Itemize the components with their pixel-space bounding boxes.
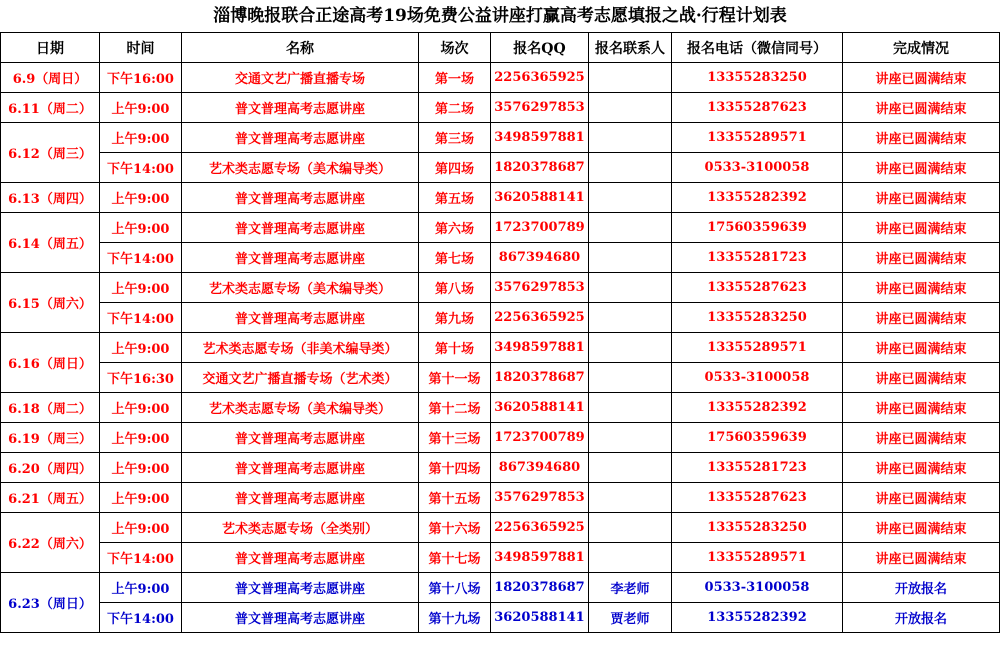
cell-qq: 3576297853 (491, 483, 589, 513)
cell-time: 下午14:00 (100, 303, 182, 333)
header-date: 日期 (1, 33, 100, 63)
cell-phone: 13355283250 (672, 63, 843, 93)
table-row (1, 483, 1000, 513)
cell-time: 下午14:00 (100, 153, 182, 183)
cell-contact (589, 123, 672, 153)
cell-status: 讲座已圆满结束 (843, 123, 1000, 153)
table-row (1, 393, 1000, 423)
cell-session: 第六场 (419, 213, 491, 243)
cell-date: 6.9（周日） (1, 63, 100, 93)
cell-contact (589, 363, 672, 393)
cell-phone: 13355287623 (672, 483, 843, 513)
cell-qq: 3498597881 (491, 333, 589, 363)
cell-date: 6.15（周六） (1, 273, 100, 333)
cell-name: 交通文艺广播直播专场（艺术类） (182, 363, 419, 393)
cell-name: 普文普理高考志愿讲座 (182, 183, 419, 213)
cell-name: 普文普理高考志愿讲座 (182, 483, 419, 513)
cell-qq: 867394680 (491, 243, 589, 273)
cell-phone: 13355287623 (672, 93, 843, 123)
cell-date: 6.13（周四） (1, 183, 100, 213)
cell-session: 第三场 (419, 123, 491, 153)
header-contact: 报名联系人 (589, 33, 672, 63)
table-row (1, 183, 1000, 213)
cell-time: 上午9:00 (100, 123, 182, 153)
table-row (1, 453, 1000, 483)
cell-session: 第十一场 (419, 363, 491, 393)
cell-time: 上午9:00 (100, 393, 182, 423)
table-row (1, 543, 1000, 573)
cell-session: 第九场 (419, 303, 491, 333)
cell-time: 上午9:00 (100, 93, 182, 123)
cell-status: 讲座已圆满结束 (843, 333, 1000, 363)
cell-name: 艺术类志愿专场（美术编导类） (182, 393, 419, 423)
cell-phone: 13355282392 (672, 393, 843, 423)
cell-date: 6.20（周四） (1, 453, 100, 483)
cell-phone: 13355281723 (672, 243, 843, 273)
cell-time: 下午14:00 (100, 603, 182, 633)
header-qq: 报名QQ (491, 33, 589, 63)
header-phone: 报名电话（微信同号） (672, 33, 843, 63)
cell-session: 第十九场 (419, 603, 491, 633)
cell-status: 讲座已圆满结束 (843, 153, 1000, 183)
cell-status: 讲座已圆满结束 (843, 483, 1000, 513)
cell-name: 艺术类志愿专场（全类别） (182, 513, 419, 543)
cell-name: 普文普理高考志愿讲座 (182, 543, 419, 573)
cell-time: 上午9:00 (100, 513, 182, 543)
header-time: 时间 (100, 33, 182, 63)
cell-status: 讲座已圆满结束 (843, 243, 1000, 273)
cell-date: 6.11（周二） (1, 93, 100, 123)
cell-name: 普文普理高考志愿讲座 (182, 213, 419, 243)
cell-date: 6.16（周日） (1, 333, 100, 393)
table-row (1, 123, 1000, 153)
table-row (1, 303, 1000, 333)
cell-session: 第十四场 (419, 453, 491, 483)
cell-name: 普文普理高考志愿讲座 (182, 123, 419, 153)
table-row (1, 93, 1000, 123)
cell-phone: 0533-3100058 (672, 363, 843, 393)
page-title: 淄博晚报联合正途高考19场免费公益讲座打赢高考志愿填报之战·行程计划表 (213, 6, 787, 26)
cell-status: 讲座已圆满结束 (843, 273, 1000, 303)
cell-contact (589, 303, 672, 333)
cell-status: 讲座已圆满结束 (843, 213, 1000, 243)
cell-contact (589, 93, 672, 123)
cell-name: 普文普理高考志愿讲座 (182, 243, 419, 273)
cell-session: 第十二场 (419, 393, 491, 423)
cell-session: 第十六场 (419, 513, 491, 543)
cell-contact (589, 393, 672, 423)
cell-phone: 13355283250 (672, 513, 843, 543)
cell-session: 第二场 (419, 93, 491, 123)
cell-name: 艺术类志愿专场（非美术编导类） (182, 333, 419, 363)
table-row (1, 243, 1000, 273)
table-row (1, 63, 1000, 93)
cell-phone: 13355281723 (672, 453, 843, 483)
header-name: 名称 (182, 33, 419, 63)
cell-name: 艺术类志愿专场（美术编导类） (182, 273, 419, 303)
cell-phone: 17560359639 (672, 213, 843, 243)
cell-contact: 贾老师 (589, 603, 672, 633)
cell-contact (589, 483, 672, 513)
cell-time: 上午9:00 (100, 423, 182, 453)
cell-contact (589, 243, 672, 273)
cell-time: 上午9:00 (100, 573, 182, 603)
cell-session: 第七场 (419, 243, 491, 273)
cell-status: 讲座已圆满结束 (843, 513, 1000, 543)
cell-session: 第八场 (419, 273, 491, 303)
cell-contact: 李老师 (589, 573, 672, 603)
header-row (1, 33, 1000, 63)
table-row (1, 513, 1000, 543)
cell-contact (589, 213, 672, 243)
cell-date: 6.19（周三） (1, 423, 100, 453)
cell-qq: 2256365925 (491, 513, 589, 543)
cell-status: 讲座已圆满结束 (843, 63, 1000, 93)
table-row (1, 213, 1000, 243)
cell-name: 普文普理高考志愿讲座 (182, 453, 419, 483)
cell-qq: 1723700789 (491, 423, 589, 453)
cell-name: 普文普理高考志愿讲座 (182, 423, 419, 453)
cell-qq: 3620588141 (491, 183, 589, 213)
cell-qq: 3576297853 (491, 273, 589, 303)
cell-time: 下午14:00 (100, 243, 182, 273)
cell-qq: 3620588141 (491, 393, 589, 423)
cell-time: 上午9:00 (100, 213, 182, 243)
cell-time: 上午9:00 (100, 333, 182, 363)
cell-session: 第四场 (419, 153, 491, 183)
cell-qq: 3576297853 (491, 93, 589, 123)
cell-qq: 3620588141 (491, 603, 589, 633)
cell-qq: 2256365925 (491, 303, 589, 333)
table-row (1, 603, 1000, 633)
table-row (1, 573, 1000, 603)
table-row (1, 273, 1000, 303)
cell-qq: 1723700789 (491, 213, 589, 243)
cell-status: 讲座已圆满结束 (843, 183, 1000, 213)
cell-status: 讲座已圆满结束 (843, 453, 1000, 483)
cell-date: 6.23（周日） (1, 573, 100, 633)
cell-date: 6.21（周五） (1, 483, 100, 513)
cell-contact (589, 513, 672, 543)
cell-contact (589, 63, 672, 93)
cell-phone: 13355287623 (672, 273, 843, 303)
cell-session: 第十七场 (419, 543, 491, 573)
cell-qq: 2256365925 (491, 63, 589, 93)
schedule-table (0, 32, 1000, 633)
cell-qq: 1820378687 (491, 573, 589, 603)
table-row (1, 153, 1000, 183)
cell-contact (589, 273, 672, 303)
cell-qq: 3498597881 (491, 543, 589, 573)
cell-time: 下午14:00 (100, 543, 182, 573)
cell-date: 6.12（周三） (1, 123, 100, 183)
cell-name: 普文普理高考志愿讲座 (182, 573, 419, 603)
cell-contact (589, 153, 672, 183)
cell-status: 讲座已圆满结束 (843, 543, 1000, 573)
cell-qq: 867394680 (491, 453, 589, 483)
cell-phone: 17560359639 (672, 423, 843, 453)
cell-qq: 1820378687 (491, 363, 589, 393)
cell-qq: 1820378687 (491, 153, 589, 183)
cell-phone: 13355289571 (672, 543, 843, 573)
cell-name: 普文普理高考志愿讲座 (182, 603, 419, 633)
header-session: 场次 (419, 33, 491, 63)
cell-phone: 13355283250 (672, 303, 843, 333)
cell-status: 讲座已圆满结束 (843, 423, 1000, 453)
cell-phone: 13355282392 (672, 183, 843, 213)
cell-session: 第十场 (419, 333, 491, 363)
cell-phone: 13355289571 (672, 123, 843, 153)
cell-session: 第一场 (419, 63, 491, 93)
cell-time: 上午9:00 (100, 273, 182, 303)
table-row (1, 333, 1000, 363)
cell-phone: 0533-3100058 (672, 573, 843, 603)
cell-time: 下午16:00 (100, 63, 182, 93)
cell-contact (589, 453, 672, 483)
cell-contact (589, 423, 672, 453)
cell-status: 讲座已圆满结束 (843, 363, 1000, 393)
cell-status: 开放报名 (843, 603, 1000, 633)
cell-date: 6.18（周二） (1, 393, 100, 423)
cell-name: 普文普理高考志愿讲座 (182, 93, 419, 123)
cell-session: 第十五场 (419, 483, 491, 513)
cell-status: 讲座已圆满结束 (843, 393, 1000, 423)
cell-session: 第十三场 (419, 423, 491, 453)
table-row (1, 423, 1000, 453)
cell-phone: 0533-3100058 (672, 153, 843, 183)
cell-time: 上午9:00 (100, 483, 182, 513)
cell-status: 开放报名 (843, 573, 1000, 603)
cell-contact (589, 543, 672, 573)
cell-time: 下午16:30 (100, 363, 182, 393)
cell-phone: 13355289571 (672, 333, 843, 363)
cell-name: 交通文艺广播直播专场 (182, 63, 419, 93)
cell-session: 第十八场 (419, 573, 491, 603)
cell-status: 讲座已圆满结束 (843, 303, 1000, 333)
header-status: 完成情况 (843, 33, 1000, 63)
cell-contact (589, 183, 672, 213)
cell-name: 艺术类志愿专场（美术编导类） (182, 153, 419, 183)
cell-qq: 3498597881 (491, 123, 589, 153)
cell-contact (589, 333, 672, 363)
cell-phone: 13355282392 (672, 603, 843, 633)
cell-session: 第五场 (419, 183, 491, 213)
cell-name: 普文普理高考志愿讲座 (182, 303, 419, 333)
cell-time: 上午9:00 (100, 453, 182, 483)
cell-time: 上午9:00 (100, 183, 182, 213)
table-row (1, 363, 1000, 393)
cell-date: 6.14（周五） (1, 213, 100, 273)
cell-date: 6.22（周六） (1, 513, 100, 573)
cell-status: 讲座已圆满结束 (843, 93, 1000, 123)
